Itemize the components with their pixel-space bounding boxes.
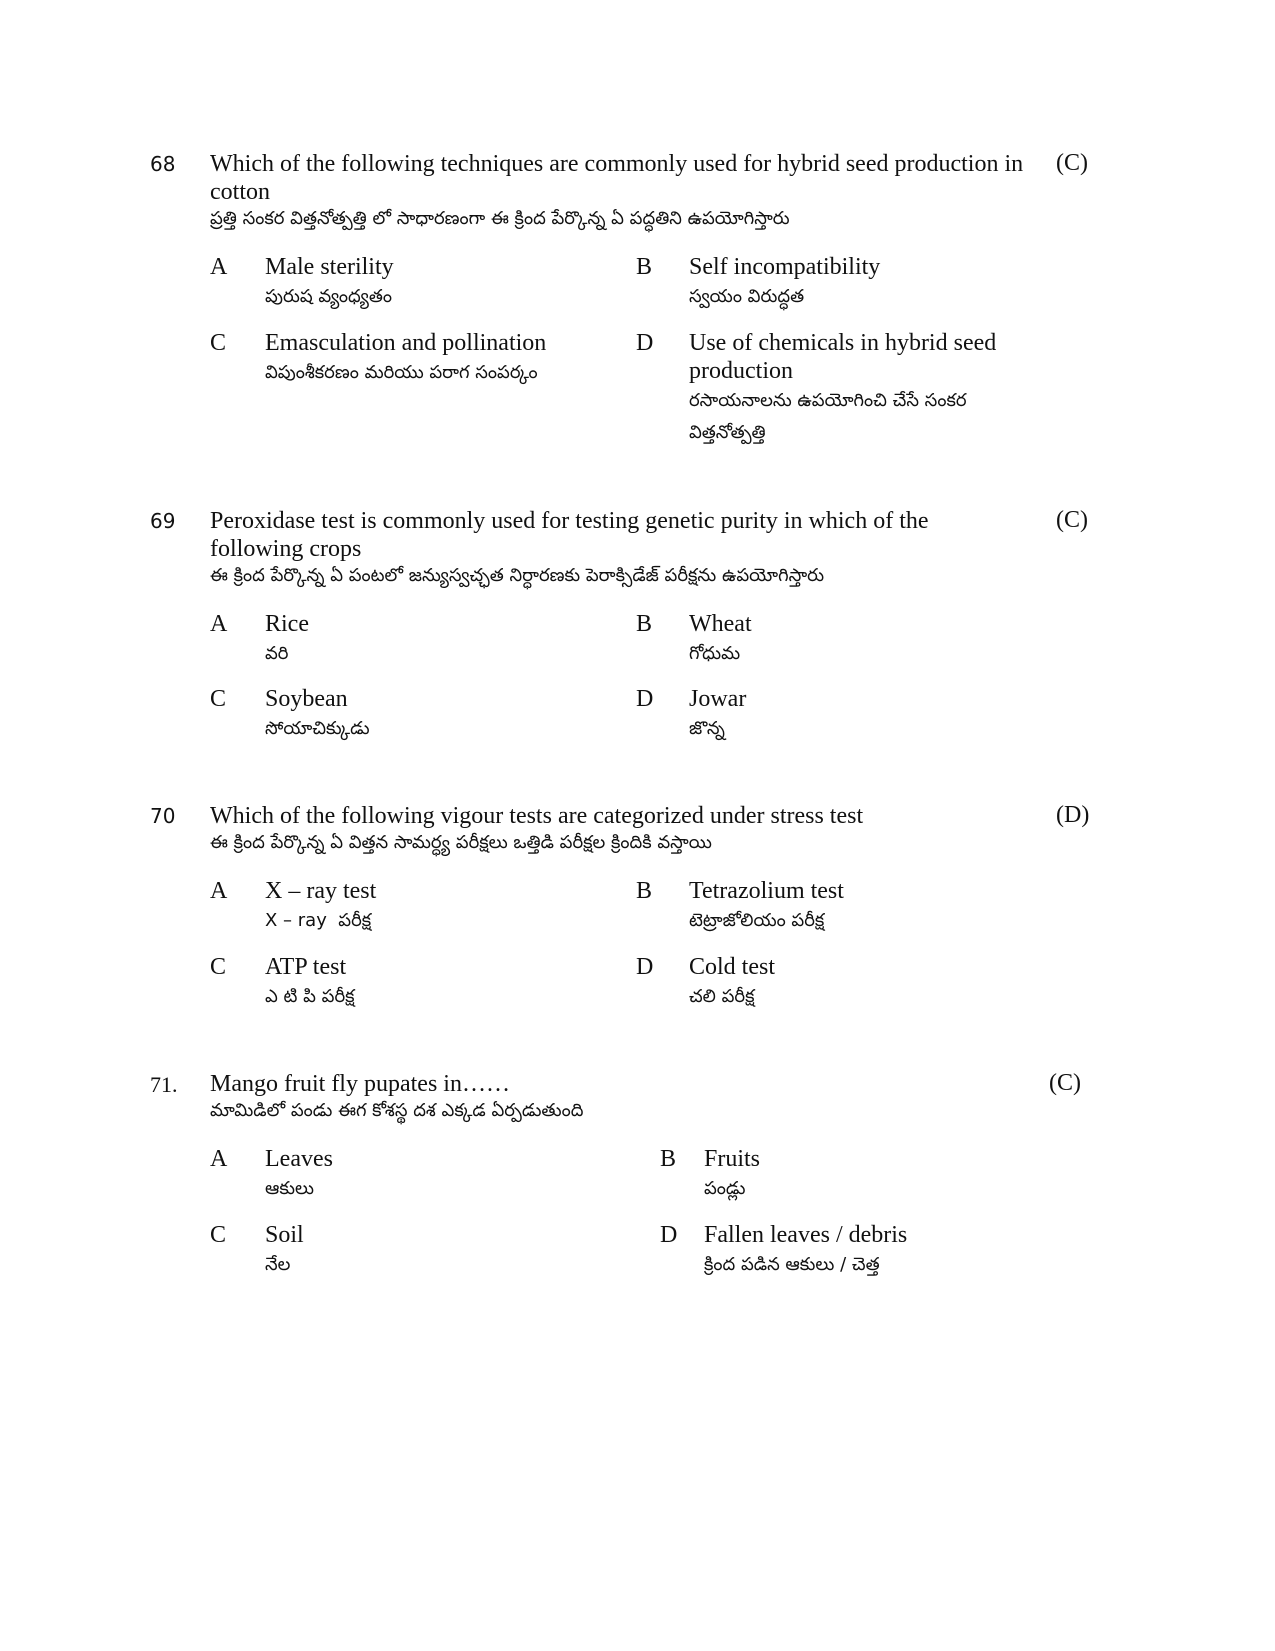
option-text-en: Jowar xyxy=(689,686,747,712)
option-text-te: చలి పరీక్ష xyxy=(689,986,755,1007)
option-text-te: నేల xyxy=(265,1254,291,1275)
question-text-te: ఈ క్రింద పేర్కొన్న ఏ పంటలో జన్యుస్వచ్ఛత నిర్ధారణకు పెరాక్సిడేజ్ పరీక్షను ఉపయోగిస్తారు xyxy=(210,565,825,586)
option-text-te: క్రింద పడిన ఆకులు / చెత్త xyxy=(704,1254,880,1275)
question-number: 69 xyxy=(150,509,176,533)
option-letter: B xyxy=(636,878,653,904)
option-letter: A xyxy=(210,1146,228,1172)
option-text-en: Use of chemicals in hybrid seed production xyxy=(689,330,997,384)
question-68 xyxy=(0,150,1275,443)
question-text-en: Mango fruit fly pupates in…… xyxy=(210,1071,510,1097)
option-text-te: ఆకులు xyxy=(265,1178,314,1199)
question-text-te: ప్రత్తి సంకర విత్తనోత్పత్తి లో సాధారణంగా ఈ క్రింద పేర్కొన్న ఏ పద్ధతిని ఉపయోగిస్తారు xyxy=(210,208,790,229)
answer-key: (C) xyxy=(1056,507,1088,533)
question-69 xyxy=(0,507,1275,797)
answer-key: (C) xyxy=(1049,1070,1081,1096)
option-text-te: జొన్న xyxy=(689,718,725,739)
option-text-en: Wheat xyxy=(689,611,752,637)
option-letter: C xyxy=(210,330,227,356)
question-text-te: ఈ క్రింద పేర్కొన్న ఏ విత్తన సామర్ధ్య పరీక్షలు ఒత్తిడి పరీక్షల క్రిందికి వస్తాయి xyxy=(210,832,712,853)
question-text-en: Peroxidase test is commonly used for testing genetic purity in which of the following crops xyxy=(210,508,929,562)
option-letter: D xyxy=(636,954,654,980)
option-letter: C xyxy=(210,954,227,980)
option-letter: D xyxy=(660,1222,678,1248)
option-text-en: Rice xyxy=(265,611,309,637)
option-text-en: Fruits xyxy=(704,1146,761,1172)
question-number: 71. xyxy=(150,1072,178,1097)
option-text-te: ఎ టి పి పరీక్ష xyxy=(265,986,355,1007)
answer-key: (C) xyxy=(1056,150,1088,176)
option-text-te: స్వయం విరుద్ధత xyxy=(689,286,805,307)
option-text-en: Soybean xyxy=(265,686,348,712)
option-text-en: Cold test xyxy=(689,954,776,980)
option-text-en: Leaves xyxy=(265,1146,333,1172)
option-text-en: Tetrazolium test xyxy=(689,878,844,904)
option-text-te: పురుష వ్యంధ్యతం xyxy=(265,286,392,307)
option-letter: B xyxy=(636,611,653,637)
option-letter: D xyxy=(636,686,654,712)
option-letter: B xyxy=(660,1146,677,1172)
option-text-te: రసాయనాలను ఉపయోగించి చేసే సంకర విత్తనోత్పత్తి xyxy=(689,390,967,443)
option-text-te: గోధుమ xyxy=(689,643,741,664)
question-71 xyxy=(0,1070,1275,1360)
option-text-te: సోయాచిక్కుడు xyxy=(265,718,370,739)
option-letter: A xyxy=(210,254,228,280)
option-text-te: పండ్లు xyxy=(704,1178,746,1199)
option-text-te: టెట్రాజోలియం పరీక్ష xyxy=(689,910,825,931)
question-text-te: మామిడిలో పండు ఈగ కోశస్థ దశ ఎక్కడ ఏర్పడుతుంది xyxy=(210,1100,584,1121)
option-text-te: విపుంశీకరణం మరియు పరాగ సంపర్కం xyxy=(265,362,538,383)
option-letter: C xyxy=(210,686,227,712)
question-text-en: Which of the following techniques are commonly used for hybrid seed production in cotton xyxy=(210,151,1024,205)
option-letter: C xyxy=(210,1222,227,1248)
option-text-en: Soil xyxy=(265,1222,304,1248)
question-number: 68 xyxy=(150,152,176,176)
option-letter: B xyxy=(636,254,653,280)
option-text-en: ATP test xyxy=(265,954,347,980)
option-letter: A xyxy=(210,878,228,904)
option-letter: D xyxy=(636,330,654,356)
option-text-en: Fallen leaves / debris xyxy=(704,1222,908,1248)
answer-key: (D) xyxy=(1056,802,1090,828)
question-number: 70 xyxy=(150,804,176,828)
question-70 xyxy=(0,802,1275,1092)
option-letter: A xyxy=(210,611,228,637)
option-text-en: Self incompatibility xyxy=(689,254,881,280)
option-text-en: Male sterility xyxy=(265,254,394,280)
option-text-te: వరి xyxy=(265,643,289,664)
question-text-en: Which of the following vigour tests are categorized under stress test xyxy=(210,803,864,829)
option-text-en: X – ray test xyxy=(265,878,377,904)
option-text-en: Emasculation and pollination xyxy=(265,330,547,356)
option-text-te: X – ray పరీక్ష xyxy=(265,910,372,931)
